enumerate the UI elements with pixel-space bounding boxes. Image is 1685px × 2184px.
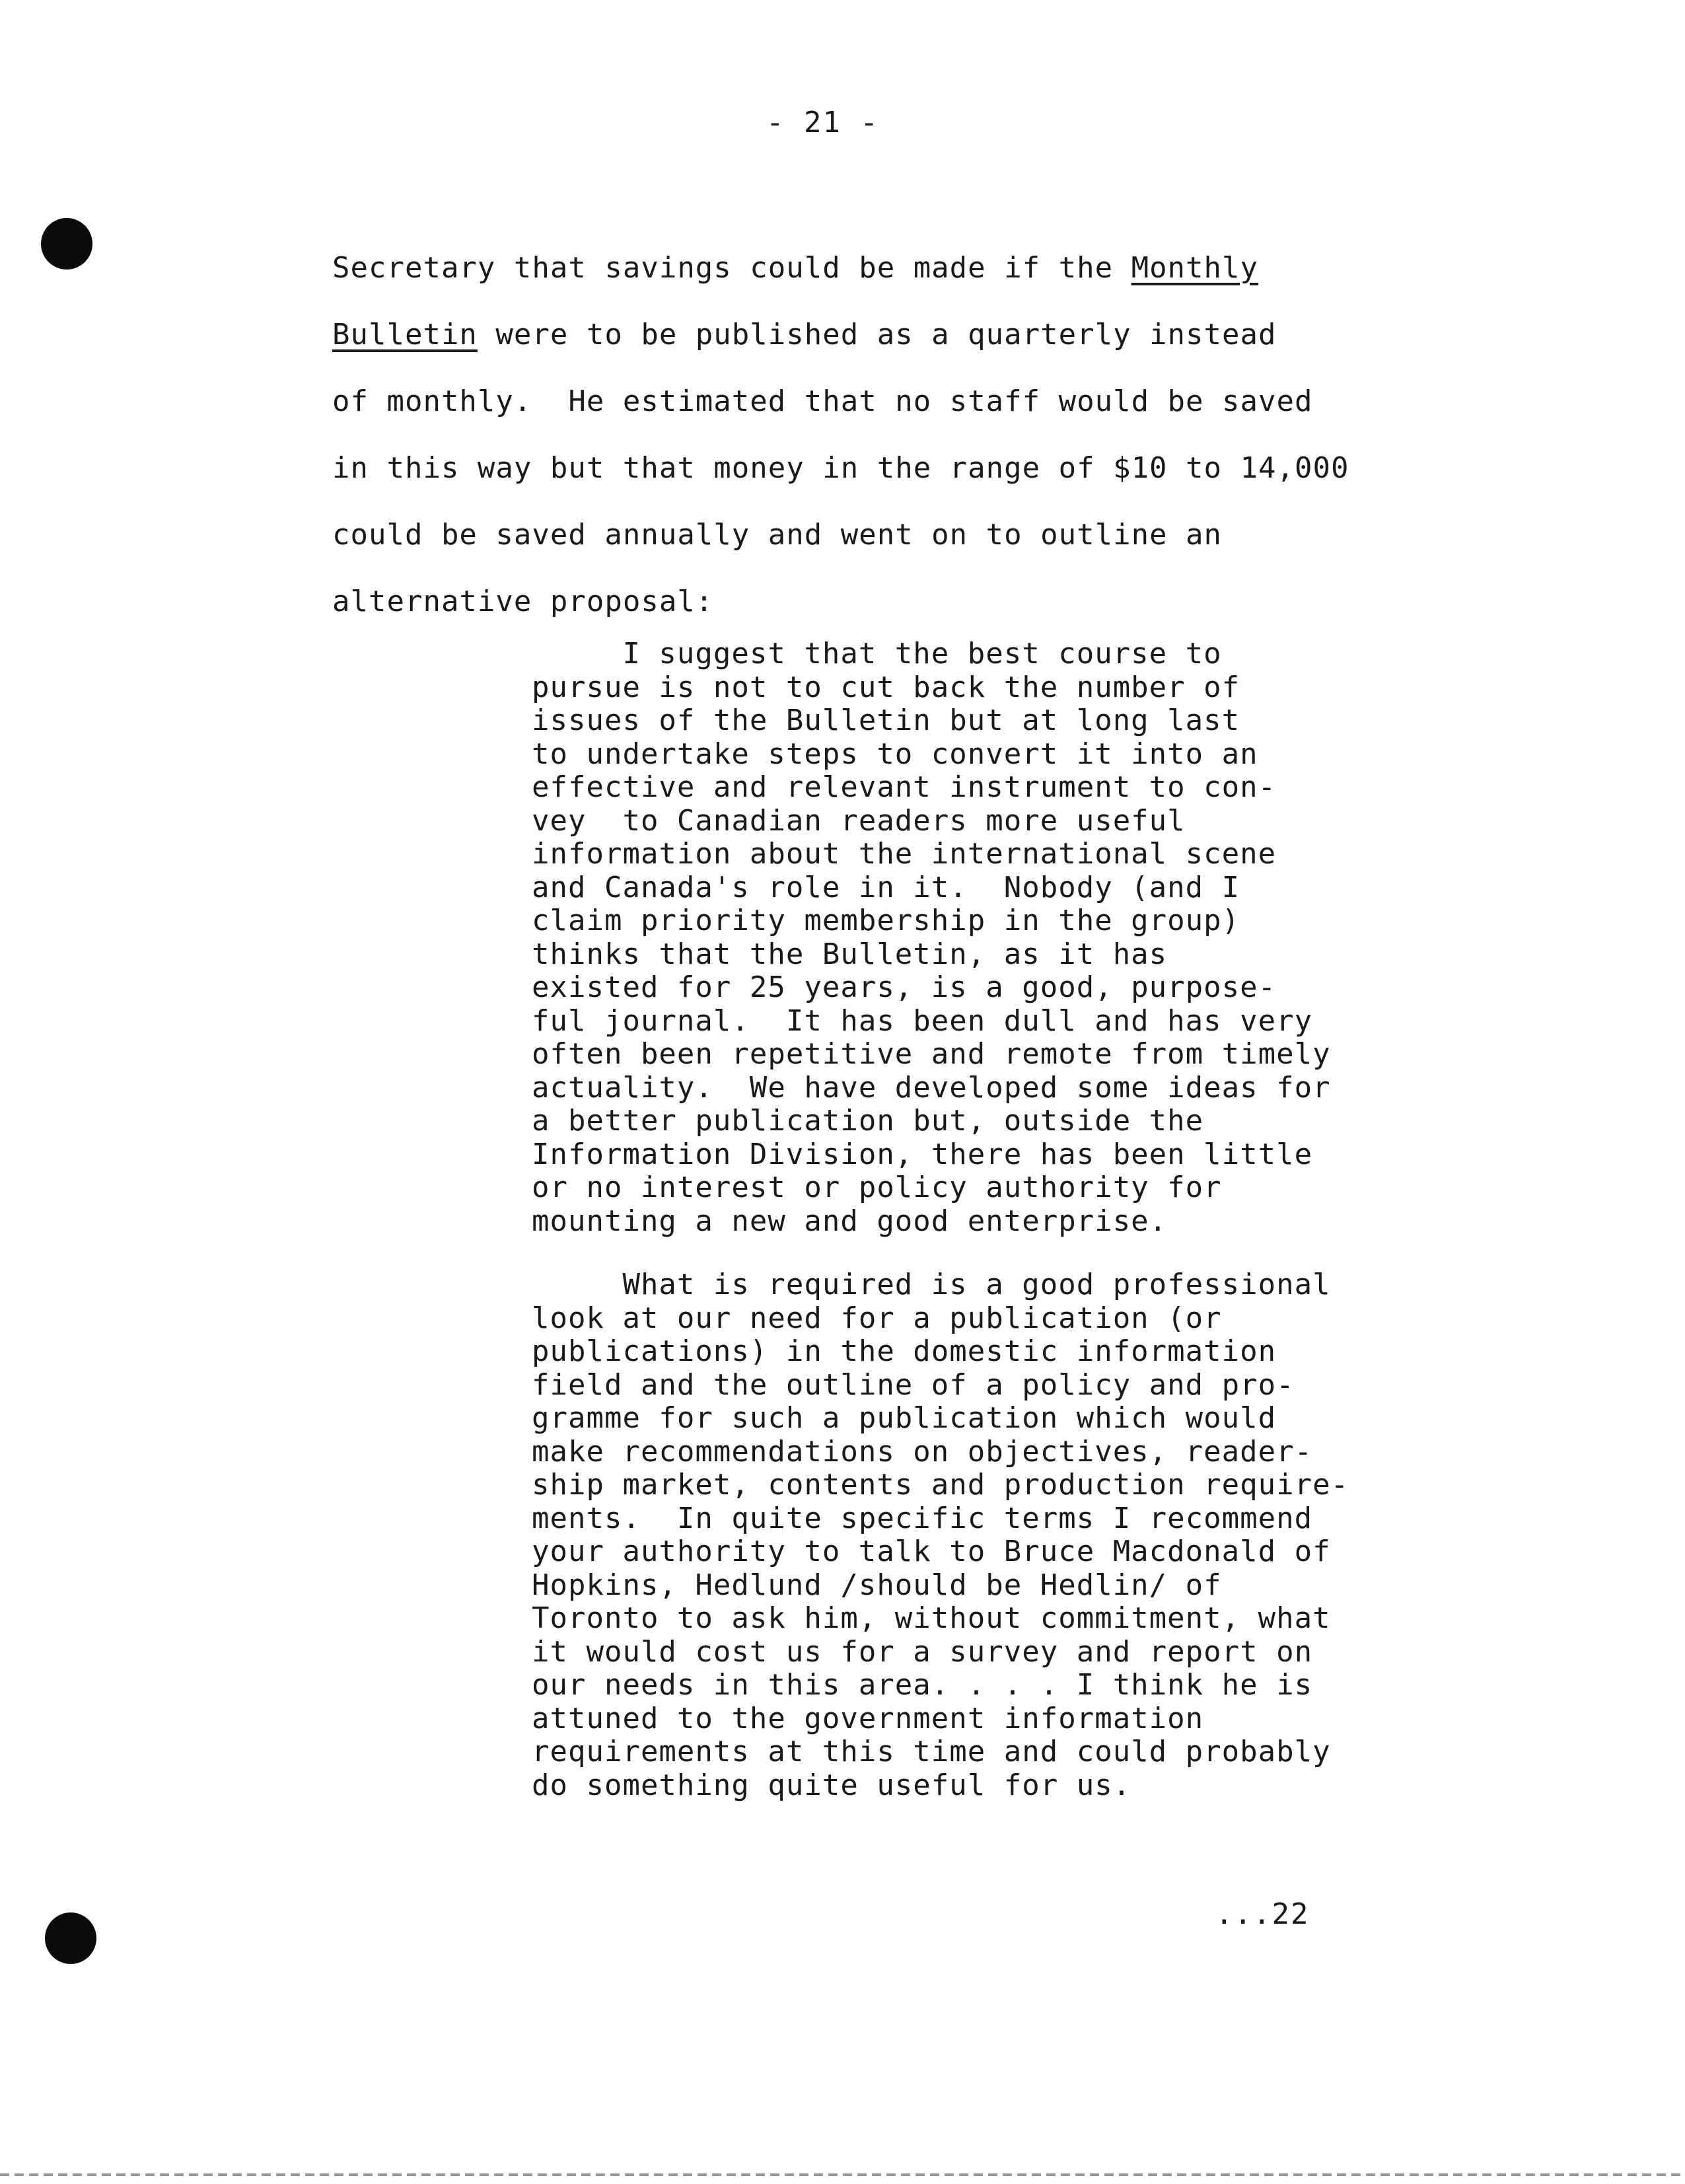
quote-line: effective and relevant instrument to con- bbox=[532, 770, 1277, 804]
quote-line: it would cost us for a survey and report on bbox=[532, 1634, 1313, 1669]
quote-line: issues of the Bulletin but at long last bbox=[532, 704, 1240, 737]
quote-line: our needs in this area. . . . I think he is bbox=[532, 1668, 1313, 1702]
quote-line: claim priority membership in the group) bbox=[532, 904, 1240, 937]
quote-line: ments. In quite specific terms I recommend bbox=[532, 1501, 1313, 1535]
quote-line: actuality. We have developed some ideas for bbox=[532, 1070, 1331, 1105]
quote-line: Toronto to ask him, without commitment, what bbox=[532, 1601, 1331, 1635]
intro-paragraph bbox=[332, 235, 1495, 635]
quote-line: existed for 25 years, is a good, purpose- bbox=[532, 970, 1277, 1004]
quote-line: and Canada's role in it. Nobody (and I bbox=[532, 870, 1240, 904]
quoted-paragraph-2 bbox=[532, 1268, 1456, 1802]
intro-line-1-text: Secretary that savings could be made if the bbox=[332, 251, 1131, 285]
intro-line-1 bbox=[332, 235, 1495, 301]
intro-line-5: could be saved annually and went on to outline an bbox=[332, 518, 1223, 552]
quote-line: information about the international scene bbox=[532, 837, 1277, 871]
quote-line: I suggest that the best course to bbox=[532, 637, 1222, 671]
intro-line-2 bbox=[332, 301, 1495, 368]
page-number: - 21 - bbox=[766, 106, 879, 139]
quote-line: field and the outline of a policy and pro- bbox=[532, 1367, 1295, 1402]
quote-line: gramme for such a publication which would bbox=[532, 1401, 1277, 1435]
punch-hole-top bbox=[41, 218, 92, 270]
quote-line: your authority to talk to Bruce Macdonald of bbox=[532, 1535, 1331, 1568]
quote-line: mounting a new and good enterprise. bbox=[532, 1204, 1168, 1238]
quote-line: Information Division, there has been little bbox=[532, 1137, 1313, 1171]
quote-line: vey to Canadian readers more useful bbox=[532, 803, 1186, 838]
quote-line: attuned to the government information bbox=[532, 1701, 1204, 1735]
intro-line-3: of monthly. He estimated that no staff would be saved bbox=[332, 384, 1313, 418]
continuation-marker: ...22 bbox=[1215, 1897, 1310, 1931]
scan-edge-artifact bbox=[0, 2173, 1685, 2176]
quote-line: What is required is a good professional bbox=[532, 1268, 1331, 1301]
quote-line: publications) in the domestic information bbox=[532, 1334, 1277, 1368]
intro-line-4: in this way but that money in the range of $10 to 14,000 bbox=[332, 451, 1349, 485]
quote-line: pursue is not to cut back the number of bbox=[532, 670, 1240, 704]
quote-line: do something quite useful for us. bbox=[532, 1768, 1131, 1802]
quote-line: a better publication but, outside the bbox=[532, 1104, 1204, 1138]
quote-line: to undertake steps to convert it into an bbox=[532, 737, 1258, 771]
quote-line: ship market, contents and production require- bbox=[532, 1468, 1349, 1502]
quote-line: make recommendations on objectives, reader- bbox=[532, 1434, 1313, 1469]
intro-line-2-text: were to be published as a quarterly instead bbox=[477, 318, 1277, 351]
quote-line: or no interest or policy authority for bbox=[532, 1171, 1222, 1204]
quote-line: Hopkins, Hedlund /should be Hedlin/ of bbox=[532, 1568, 1222, 1602]
bulletin-underlined: Bulletin bbox=[332, 318, 478, 351]
intro-line-6: alternative proposal: bbox=[332, 585, 714, 618]
quote-line: thinks that the Bulletin, as it has bbox=[532, 937, 1168, 971]
quote-line: look at our need for a publication (or bbox=[532, 1301, 1222, 1335]
quoted-paragraph-1 bbox=[532, 637, 1456, 1238]
quote-line: often been repetitive and remote from timely bbox=[532, 1037, 1331, 1071]
quote-line: requirements at this time and could probably bbox=[532, 1735, 1331, 1768]
quote-line: ful journal. It has been dull and has very bbox=[532, 1003, 1313, 1038]
monthly-underlined: Monthly bbox=[1131, 251, 1259, 285]
punch-hole-bottom bbox=[45, 1912, 96, 1964]
